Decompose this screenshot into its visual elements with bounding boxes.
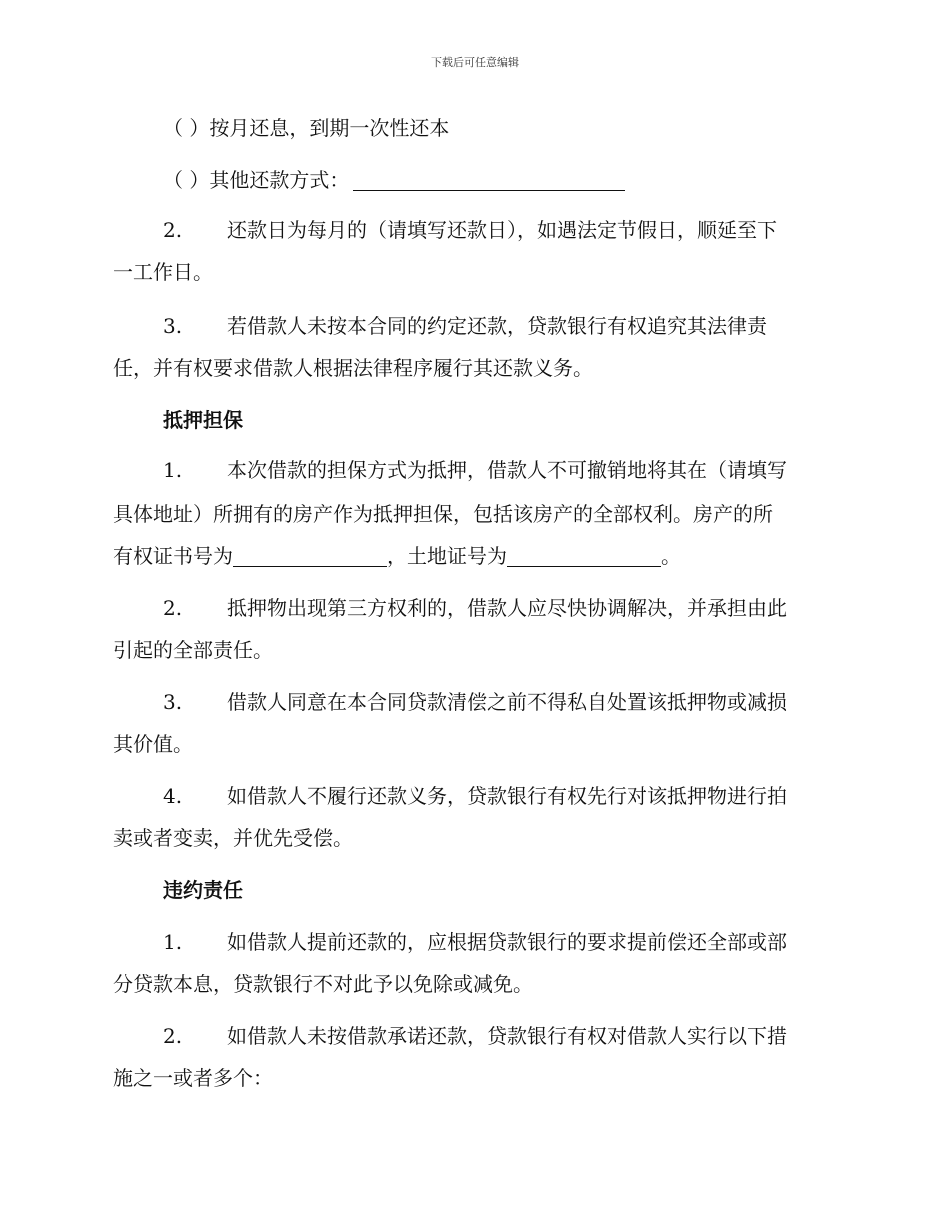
breach-item1-line2: 分贷款本息，贷款银行不对此予以免除或减免。 <box>113 972 533 996</box>
mortgage-item4-line2: 卖或者变卖，并优先受偿。 <box>113 826 353 850</box>
item-number: 2. <box>163 1024 183 1048</box>
item-text: 本次借款的担保方式为抵押，借款人不可撤销地将其在（请填写 <box>227 458 787 482</box>
item-text: 如借款人未按借款承诺还款，贷款银行有权对借款人实行以下措 <box>227 1024 787 1048</box>
item-number: 2. <box>163 218 183 242</box>
certificate-number-blank <box>233 540 387 567</box>
item-text: 若借款人未按本合同的约定还款，贷款银行有权追究其法律责 <box>227 314 767 338</box>
repayment-option-monthly: （ ）按月还息，到期一次性还本 <box>163 116 450 140</box>
item-text: 如借款人提前还款的，应根据贷款银行的要求提前偿还全部或部 <box>227 930 787 954</box>
repayment-option-other <box>0 160 950 200</box>
certificate-number-label: 有权证书号为 <box>113 544 233 568</box>
repayment-item3-line1 <box>0 306 950 346</box>
mortgage-item1-line1 <box>0 450 950 490</box>
item-text: 还款日为每月的（请填写还款日），如遇法定节假日，顺延至下 <box>227 218 777 242</box>
repayment-option-other-label: （ ）其他还款方式： <box>163 168 350 192</box>
breach-item2-line2: 施之一或者多个： <box>113 1066 273 1090</box>
section-title-mortgage: 抵押担保 <box>163 408 243 432</box>
land-certificate-blank <box>507 540 661 567</box>
mortgage-item1-line3 <box>0 536 950 576</box>
item-text: 如借款人不履行还款义务，贷款银行有权先行对该抵押物进行拍 <box>227 784 787 808</box>
item-number: 3. <box>163 690 183 714</box>
mortgage-item1-line2: 具体地址）所拥有的房产作为抵押担保，包括该房产的全部权利。房产的所 <box>113 502 773 526</box>
breach-item2-line1 <box>0 1016 950 1056</box>
repayment-item2-line1 <box>0 210 950 250</box>
item-text: 抵押物出现第三方权利的，借款人应尽快协调解决，并承担由此 <box>227 596 787 620</box>
mortgage-item4-line1 <box>0 776 950 816</box>
line-end-punctuation: 。 <box>661 544 681 568</box>
item-number: 4. <box>163 784 183 808</box>
item-number: 2. <box>163 596 183 620</box>
breach-item1-line1 <box>0 922 950 962</box>
mortgage-item2-line1 <box>0 588 950 628</box>
section-title-breach: 违约责任 <box>163 878 243 902</box>
item-number: 1. <box>163 930 183 954</box>
land-certificate-label: ，土地证号为 <box>387 544 507 568</box>
mortgage-item3-line2: 其价值。 <box>113 732 193 756</box>
item-number: 3. <box>163 314 183 338</box>
item-number: 1. <box>163 458 183 482</box>
mortgage-item3-line1 <box>0 682 950 722</box>
mortgage-item2-line2: 引起的全部责任。 <box>113 638 273 662</box>
repayment-item3-line2: 任，并有权要求借款人根据法律程序履行其还款义务。 <box>113 356 593 380</box>
item-text: 借款人同意在本合同贷款清偿之前不得私自处置该抵押物或减损 <box>227 690 787 714</box>
repayment-item2-line2: 一工作日。 <box>113 260 213 284</box>
page-header: 下载后可任意编辑 <box>431 56 519 69</box>
other-method-blank <box>353 164 625 191</box>
